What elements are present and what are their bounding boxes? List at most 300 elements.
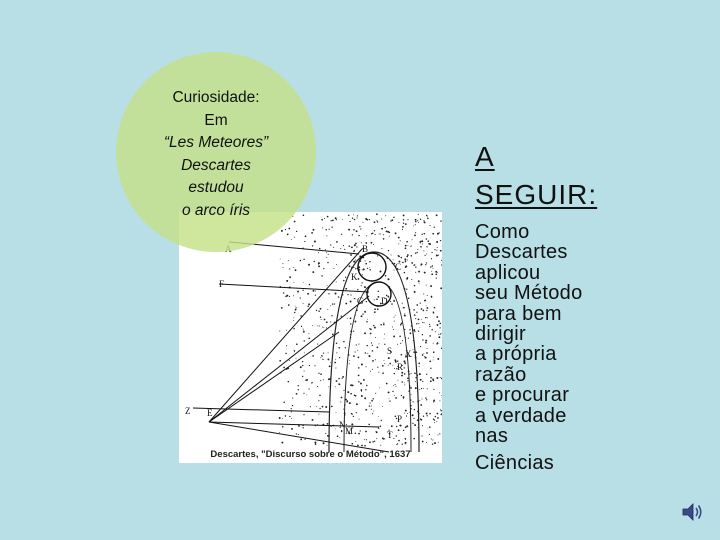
stipple-dot <box>435 416 436 417</box>
stipple-dot <box>366 235 367 236</box>
stipple-dot <box>378 427 380 429</box>
stipple-dot <box>296 393 298 395</box>
diagram-label: N <box>339 420 346 430</box>
stipple-dot <box>391 255 392 256</box>
stipple-dot <box>316 310 317 311</box>
stipple-dot <box>433 389 434 390</box>
stipple-dot <box>358 367 360 369</box>
stipple-dot <box>429 413 431 415</box>
stipple-dot <box>352 218 353 219</box>
stipple-dot <box>326 321 328 323</box>
stipple-dot <box>388 391 390 393</box>
stipple-dot <box>322 327 323 328</box>
stipple-dot <box>289 416 290 417</box>
stipple-dot <box>316 406 317 407</box>
stipple-dot <box>427 388 428 389</box>
stipple-dot <box>426 285 427 286</box>
stipple-dot <box>308 303 310 305</box>
stipple-dot <box>288 228 290 230</box>
stipple-dot <box>372 369 373 370</box>
stipple-dot <box>419 327 420 328</box>
stipple-dot <box>320 357 321 358</box>
stipple-dot <box>330 362 331 363</box>
stipple-dot <box>394 368 395 369</box>
stipple-dot <box>332 303 333 304</box>
stipple-dot <box>386 383 388 385</box>
body-line: Descartes <box>475 241 568 264</box>
stipple-dot <box>336 282 337 283</box>
stipple-dot <box>285 296 287 298</box>
stipple-dot <box>431 438 432 439</box>
stipple-dot <box>338 378 339 379</box>
stipple-dot <box>311 232 313 234</box>
diagram-label: Z <box>185 406 191 416</box>
body-line: Ciências <box>475 452 555 475</box>
stipple-dot <box>433 312 435 314</box>
stipple-dot <box>418 271 420 273</box>
stipple-dot <box>308 264 310 266</box>
stipple-dot <box>369 267 370 268</box>
stipple-dot <box>389 398 390 399</box>
stipple-dot <box>368 424 370 426</box>
stipple-dot <box>422 243 423 244</box>
stipple-dot <box>304 439 305 440</box>
stipple-dot <box>436 255 438 257</box>
stipple-dot <box>357 350 358 351</box>
stipple-dot <box>413 349 414 350</box>
stipple-dot <box>401 381 403 383</box>
stipple-dot <box>401 395 402 396</box>
stipple-dot <box>362 274 363 275</box>
stipple-dot <box>376 220 377 221</box>
stipple-dot <box>292 405 293 406</box>
curiosity-text <box>116 87 316 223</box>
stipple-dot <box>355 268 356 269</box>
curiosity-line: Em <box>204 111 228 129</box>
stipple-dot <box>405 245 407 247</box>
stipple-dot <box>318 262 320 264</box>
stipple-dot <box>439 392 440 393</box>
stipple-dot <box>289 268 290 269</box>
stipple-dot <box>314 365 315 366</box>
stipple-dot <box>414 409 415 410</box>
stipple-dot <box>421 435 422 436</box>
stipple-dot <box>441 260 442 261</box>
stipple-dot <box>374 441 375 442</box>
stipple-dot <box>394 373 395 374</box>
stipple-dot <box>369 355 371 357</box>
stipple-dot <box>315 443 317 445</box>
stipple-dot <box>321 275 323 277</box>
stipple-dot <box>400 343 401 344</box>
stipple-dot <box>377 255 378 256</box>
stipple-dot <box>439 323 441 325</box>
stipple-dot <box>346 401 348 403</box>
stipple-dot <box>437 233 439 235</box>
stipple-dot <box>423 353 424 354</box>
stipple-dot <box>355 243 357 245</box>
stipple-dot <box>335 359 336 360</box>
stipple-dot <box>389 236 390 237</box>
stipple-dot <box>440 240 441 241</box>
diagram-label: T <box>387 430 393 440</box>
stipple-dot <box>395 397 397 399</box>
stipple-dot <box>327 262 328 263</box>
stipple-dot <box>303 303 304 304</box>
stipple-dot <box>336 352 337 353</box>
stipple-dot <box>319 395 321 397</box>
stipple-dot <box>361 364 363 366</box>
stipple-dot <box>390 220 391 221</box>
stipple-dot <box>308 337 310 339</box>
stipple-dot <box>317 344 318 345</box>
stipple-dot <box>353 330 354 331</box>
stipple-dot <box>398 237 400 239</box>
stipple-dot <box>358 375 360 377</box>
stipple-dot <box>300 297 301 298</box>
stipple-dot <box>357 217 358 218</box>
stipple-dot <box>326 257 327 258</box>
stipple-dot <box>403 214 405 216</box>
stipple-dot <box>440 377 441 378</box>
stipple-dot <box>383 439 384 440</box>
stipple-dot <box>365 260 366 261</box>
stipple-dot <box>286 280 288 282</box>
stipple-dot <box>380 234 381 235</box>
stipple-dot <box>411 279 412 280</box>
stipple-dot <box>438 320 440 322</box>
curiosity-line: Curiosidade: <box>172 89 260 106</box>
stipple-dot <box>370 371 371 372</box>
stipple-dot <box>411 394 412 395</box>
stipple-dot <box>294 237 295 238</box>
stipple-dot <box>364 286 366 288</box>
stipple-dot <box>398 440 400 442</box>
stipple-dot <box>369 405 370 406</box>
stipple-dot <box>421 240 423 242</box>
stipple-dot <box>395 386 396 387</box>
stipple-dot <box>340 248 341 249</box>
stipple-dot <box>419 366 420 367</box>
stipple-dot <box>428 240 430 242</box>
stipple-dot <box>427 317 428 318</box>
stipple-dot <box>412 423 413 424</box>
stipple-dot <box>393 259 394 260</box>
stipple-dot <box>375 393 376 394</box>
stipple-dot <box>430 225 431 226</box>
stipple-dot <box>400 324 402 326</box>
stipple-dot <box>300 315 302 317</box>
stipple-dot <box>435 331 436 332</box>
stipple-dot <box>374 230 375 231</box>
stipple-dot <box>303 282 304 283</box>
stipple-dot <box>331 227 332 228</box>
stipple-dot <box>320 373 322 375</box>
stipple-dot <box>366 439 367 440</box>
stipple-dot <box>367 319 368 320</box>
stipple-dot <box>415 224 416 225</box>
stipple-dot <box>310 406 311 407</box>
stipple-dot <box>438 334 439 335</box>
diagram-label: S <box>387 346 393 356</box>
stipple-dot <box>323 442 325 444</box>
stipple-dot <box>345 277 346 278</box>
stipple-dot <box>423 310 425 312</box>
stipple-dot <box>407 377 409 379</box>
stipple-dot <box>406 289 407 290</box>
stipple-dot <box>353 416 354 417</box>
stipple-dot <box>336 219 337 220</box>
stipple-dot <box>413 418 414 419</box>
stipple-dot <box>403 396 405 398</box>
stipple-dot <box>327 445 328 446</box>
stipple-dot <box>318 265 320 267</box>
stipple-dot <box>427 348 428 349</box>
stipple-dot <box>367 345 368 346</box>
stipple-dot <box>385 275 387 277</box>
stipple-dot <box>280 259 281 260</box>
stipple-dot <box>319 248 321 250</box>
stipple-dot <box>335 217 337 219</box>
stipple-dot <box>330 305 331 306</box>
stipple-dot <box>394 321 395 322</box>
stipple-dot <box>432 444 433 445</box>
stipple-dot <box>384 344 385 345</box>
stipple-dot <box>425 340 427 342</box>
body-line: e procurar <box>475 384 570 407</box>
stipple-dot <box>438 442 439 443</box>
stipple-dot <box>408 297 410 299</box>
stipple-dot <box>434 442 436 444</box>
stipple-dot <box>441 348 442 350</box>
stipple-dot <box>420 404 422 406</box>
stipple-dot <box>361 282 362 283</box>
stipple-dot <box>405 443 406 444</box>
stipple-dot <box>341 431 342 432</box>
stipple-dot <box>356 246 357 247</box>
stipple-dot <box>421 308 423 310</box>
stipple-dot <box>410 246 411 247</box>
stipple-dot <box>293 295 294 296</box>
stipple-dot <box>279 417 281 419</box>
stipple-dot <box>403 307 405 309</box>
stipple-dot <box>336 264 337 265</box>
stipple-dot <box>401 354 403 356</box>
stipple-dot <box>426 246 427 247</box>
stipple-dot <box>427 217 428 218</box>
stipple-dot <box>366 301 367 302</box>
stipple-dot <box>366 321 367 322</box>
stipple-dot <box>410 387 411 388</box>
stipple-dot <box>436 413 438 415</box>
stipple-dot <box>312 245 313 246</box>
stipple-dot <box>396 426 397 427</box>
stipple-dot <box>365 352 366 353</box>
stipple-dot <box>423 293 424 294</box>
stipple-dot <box>389 400 390 401</box>
stipple-dot <box>381 248 382 249</box>
stipple-dot <box>372 360 374 362</box>
stipple-dot <box>326 327 327 328</box>
stipple-dot <box>427 218 429 220</box>
stipple-dot <box>405 265 407 267</box>
stipple-dot <box>415 266 416 267</box>
stipple-dot <box>364 397 366 399</box>
stipple-dot <box>378 291 379 292</box>
stipple-dot <box>380 445 381 446</box>
stipple-dot <box>358 235 359 236</box>
stipple-dot <box>379 343 380 344</box>
stipple-dot <box>327 285 328 286</box>
stipple-dot <box>413 309 415 311</box>
stipple-dot <box>282 426 284 428</box>
stipple-dot <box>377 347 379 349</box>
speaker-icon[interactable] <box>680 500 704 524</box>
stipple-dot <box>294 351 295 352</box>
stipple-dot <box>420 265 421 266</box>
stipple-dot <box>426 307 428 309</box>
stipple-dot <box>425 342 427 344</box>
stipple-dot <box>358 278 360 280</box>
stipple-dot <box>320 308 322 310</box>
stipple-dot <box>360 383 362 385</box>
stipple-dot <box>383 238 385 240</box>
stipple-dot <box>403 430 404 431</box>
stipple-dot <box>429 361 431 363</box>
stipple-dot <box>283 367 285 369</box>
stipple-dot <box>281 230 283 232</box>
body-line: seu Método <box>475 282 583 305</box>
stipple-dot <box>285 229 286 230</box>
stipple-dot <box>357 445 359 447</box>
stipple-dot <box>436 214 438 216</box>
stipple-dot <box>407 380 408 381</box>
stipple-dot <box>293 328 294 329</box>
stipple-dot <box>404 315 406 317</box>
stipple-dot <box>302 361 303 362</box>
stipple-dot <box>298 389 299 390</box>
stipple-dot <box>374 308 376 310</box>
stipple-dot <box>304 352 305 353</box>
stipple-dot <box>440 409 441 410</box>
stipple-dot <box>415 272 416 273</box>
stipple-dot <box>395 384 396 385</box>
stipple-dot <box>425 255 426 256</box>
stipple-dot <box>367 353 368 354</box>
stipple-dot <box>400 240 401 241</box>
stipple-dot <box>349 245 351 247</box>
stipple-dot <box>412 239 413 240</box>
stipple-dot <box>380 324 382 326</box>
stipple-dot <box>355 351 356 352</box>
stipple-dot <box>364 445 366 447</box>
stipple-dot <box>440 250 442 252</box>
stipple-dot <box>384 338 385 339</box>
diagram-caption: Descartes, "Discurso sobre o Método", 1637 <box>210 449 411 460</box>
stipple-dot <box>377 308 379 310</box>
stipple-dot <box>295 307 296 308</box>
stipple-dot <box>348 229 350 231</box>
stipple-dot <box>401 257 403 259</box>
stipple-dot <box>405 426 407 428</box>
diagram-label: C <box>395 262 402 272</box>
stipple-dot <box>347 294 348 295</box>
stipple-dot <box>385 215 386 216</box>
stipple-dot <box>405 261 407 263</box>
stipple-dot <box>414 314 416 316</box>
stipple-dot <box>303 329 304 330</box>
stipple-dot <box>307 306 309 308</box>
stipple-dot <box>414 424 416 426</box>
stipple-dot <box>337 435 339 437</box>
stipple-dot <box>298 425 300 427</box>
stipple-dot <box>409 329 410 330</box>
stipple-dot <box>401 372 403 374</box>
stipple-dot <box>340 401 341 402</box>
stipple-dot <box>321 219 323 221</box>
stipple-dot <box>334 303 335 304</box>
stipple-dot <box>371 405 372 406</box>
stipple-dot <box>303 393 304 394</box>
stipple-dot <box>383 234 384 235</box>
stipple-dot <box>400 425 402 427</box>
curiosity-line: Descartes <box>181 156 251 174</box>
stipple-dot <box>318 310 320 312</box>
stipple-dot <box>414 234 416 236</box>
stipple-dot <box>288 381 290 383</box>
stipple-dot <box>293 317 294 318</box>
stipple-dot <box>317 386 318 387</box>
stipple-dot <box>309 284 311 286</box>
curiosity-line: estudou <box>188 179 244 197</box>
stipple-dot <box>325 433 326 434</box>
stipple-dot <box>366 385 367 386</box>
stipple-dot <box>414 285 416 287</box>
stipple-dot <box>436 343 438 345</box>
stipple-dot <box>291 428 293 430</box>
stipple-dot <box>384 363 385 364</box>
diagram-label: G <box>357 296 364 306</box>
stipple-dot <box>361 445 363 447</box>
stipple-dot <box>351 413 353 415</box>
stipple-dot <box>398 429 400 431</box>
stipple-dot <box>420 419 422 421</box>
stipple-dot <box>431 271 432 272</box>
stipple-dot <box>305 379 307 381</box>
stipple-dot <box>315 295 316 296</box>
stipple-dot <box>432 265 433 266</box>
stipple-dot <box>338 347 340 349</box>
stipple-dot <box>363 268 365 270</box>
stipple-dot <box>389 232 391 234</box>
stipple-dot <box>318 373 319 374</box>
stipple-dot <box>371 342 372 343</box>
stipple-dot <box>419 389 420 390</box>
stipple-dot <box>339 357 340 358</box>
stipple-dot <box>429 335 431 337</box>
stipple-dot <box>407 260 408 261</box>
stipple-dot <box>296 343 298 345</box>
stipple-dot <box>426 262 427 263</box>
stipple-dot <box>343 280 344 281</box>
stipple-dot <box>436 250 437 251</box>
stipple-dot <box>303 414 304 415</box>
stipple-dot <box>327 216 329 218</box>
stipple-dot <box>411 262 413 264</box>
stipple-dot <box>345 347 346 348</box>
stipple-dot <box>279 360 281 362</box>
stipple-dot <box>436 241 438 243</box>
